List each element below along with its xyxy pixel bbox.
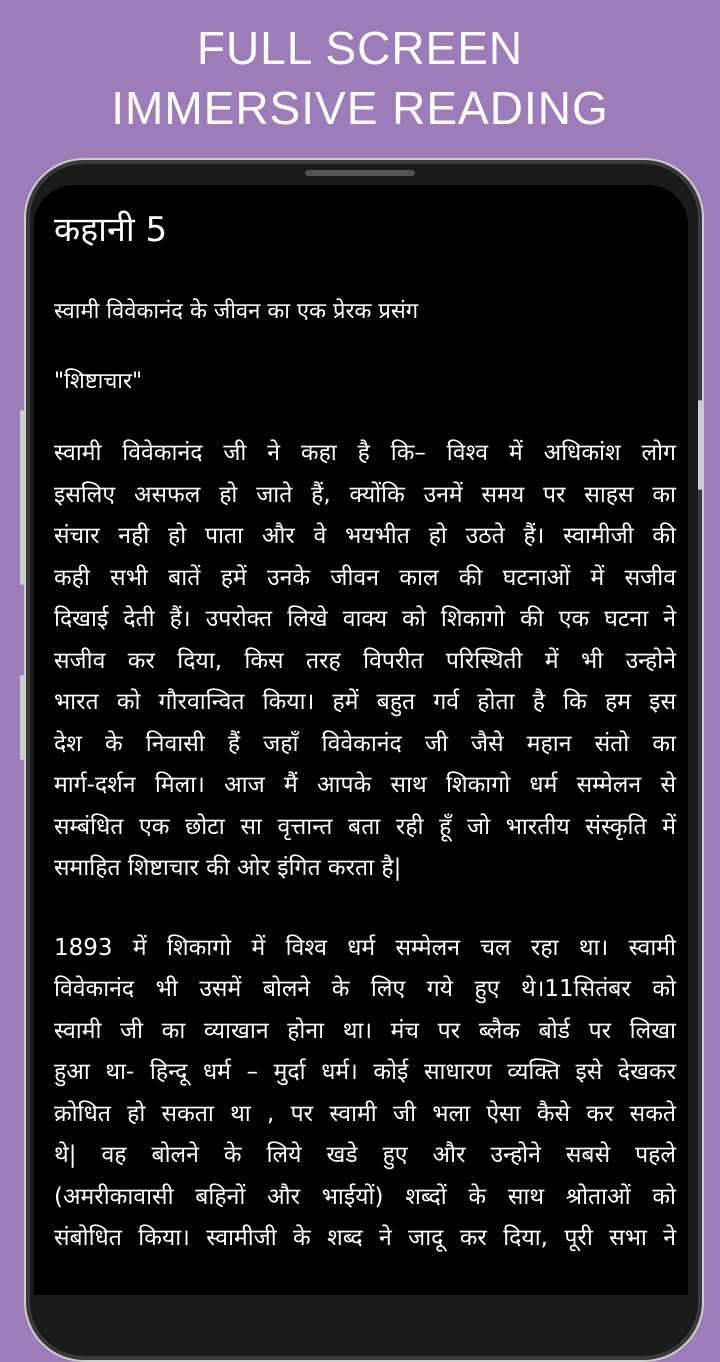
banner-line-1: FULL SCREEN — [196, 22, 524, 74]
text-line: इसलिए असफल हो जाते हैं, क्योंकि उनमें समय पर साहस का — [54, 481, 676, 508]
story-content — [54, 185, 676, 1260]
story-title: कहानी 5 — [54, 210, 168, 250]
text-line: हुआ था- हिन्दू धर्म – मुर्दा धर्म। कोई साधारण व्यक्ति इसे देखकर — [54, 1059, 676, 1085]
text-line: 1893 में शिकागो में विश्व धर्म सम्मेलन चल रहा था। स्वामी — [54, 934, 676, 961]
text-line: स्वामी जी का व्याखान होना था। मंच पर ब्लैक बोर्ड पर लिखा — [54, 1017, 676, 1044]
text-line: स्वामी विवेकानंद जी ने कहा है कि– विश्व में अधिकांश लोग — [54, 440, 676, 466]
story-heading-quote: "शिष्टाचार" — [54, 369, 143, 394]
banner-line-2: IMMERSIVE READING — [111, 82, 609, 134]
speaker-grille — [305, 170, 415, 176]
paragraph-2 — [54, 928, 676, 1260]
text-line: भारत को गौरवान्वित किया। हमें बहुत गर्व होता है कि हम इस — [54, 689, 676, 715]
text-line: संबोधित किया। स्वामीजी के शब्द ने जादू कर दिया, पूरी सभा ने — [54, 1225, 676, 1251]
text-line: दिखाई देती हैं। उपरोक्त लिखे वाक्य को शिकागो की एक घटना ने — [54, 606, 676, 632]
promo-banner — [0, 18, 720, 138]
text-line: कही सभी बातें हमें उनके जीवन काल की घटनाओं में सजीव — [54, 564, 676, 591]
text-line: (अमरीकावासी बहिनों और भाईयों) शब्दों के साथ श्रोताओं को — [54, 1183, 676, 1210]
story-subtitle: स्वामी विवेकानंद के जीवन का एक प्रेरक प्रसंग — [54, 299, 419, 324]
side-button — [20, 675, 24, 760]
text-line: विवेकानंद भी उसमें बोलने के लिए गये हुए थे।11सितंबर को — [54, 976, 676, 1002]
paragraph-1 — [54, 433, 676, 890]
volume-button — [20, 410, 24, 585]
text-line: देश के निवासी हैं जहाँ विवेकानंद जी जैसे महान संतो का — [54, 730, 676, 757]
text-line: मार्ग-दर्शन मिला। आज मैं आपके साथ शिकागो धर्म सम्मेलन से — [54, 772, 676, 798]
text-line: सम्बंधित एक छोटा सा वृत्तान्त बता रही हूँ जो भारतीय संस्कृति में — [54, 813, 676, 840]
text-line: क्रोधित हो सकता था , पर स्वामी जी भला ऐसा कैसे कर सकते — [54, 1100, 676, 1127]
text-line: थे| वह बोलने के लिये खडे हुए और उन्होने सबसे पहले — [54, 1142, 676, 1168]
reader-screen[interactable] — [34, 185, 688, 1295]
power-button — [698, 400, 702, 490]
text-line: संचार नही हो पाता और वे भयभीत हो उठते हैं। स्वामीजी की — [54, 523, 676, 549]
text-line: सजीव कर दिया, किस तरह विपरीत परिस्थिती में भी उन्होने — [54, 647, 676, 674]
text-line: समाहित शिष्टाचार की ओर इंगित करता है| — [54, 855, 402, 881]
